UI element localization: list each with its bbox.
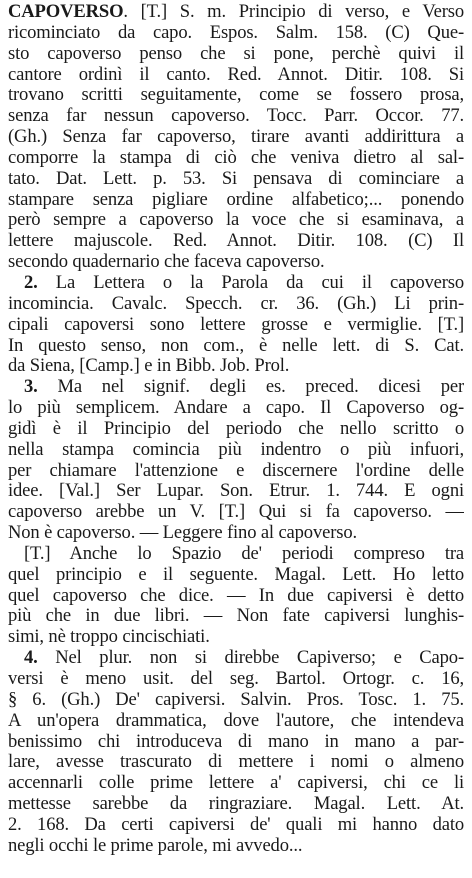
text-line: da Siena, [Camp.] e in Bibb. Job. Prol. <box>8 356 290 377</box>
sense-number: 4. <box>24 648 38 669</box>
text-line: capoverso arebbe un V. [T.] Qui si fa capoverso. — <box>8 502 464 523</box>
headword: CAPOVERSO <box>8 2 124 22</box>
text-line: comporre la stampa di ciò che veniva dietro al sal- <box>8 147 464 168</box>
subsense-line: [T.] Anche lo Spazio de' periodi compreso tra <box>24 543 464 564</box>
text-line: negli occhi le prime parole, mi avvedo... <box>8 835 303 856</box>
text-line: però sempre a capoverso la voce che si esaminava, a <box>8 210 464 231</box>
text-line: accennarli colle prime lettere a' capiversi, chi ce li <box>8 773 464 794</box>
text-line: secondo quadernario che faceva capoverso. <box>8 252 325 273</box>
text-line: (Gh.) Senza far capoverso, tirare avanti addirittura a <box>8 127 464 148</box>
text-line: versi è meno usit. del seg. Bartol. Ortogr. c. 16, <box>8 669 464 689</box>
text-line: In questo senso, non com., è nelle lett. di S. Cat. <box>8 335 464 356</box>
text-line: ricominciato da capo. Espos. Salm. 158. (C) Que- <box>8 22 464 43</box>
sense-3-line: 3. Ma nel signif. degli es. preced. dicesi per <box>24 377 464 398</box>
text-line: Non è capoverso. — Leggere fino al capoverso. <box>8 523 357 544</box>
text-line: senza far nessun capoverso. Tocc. Parr. Occor. 77. <box>8 106 464 127</box>
text-line: lettere majuscole. Red. Annot. Ditir. 108. (C) Il <box>8 231 464 252</box>
text-line: incomincia. Cavalc. Specch. cr. 36. (Gh.) Li prin- <box>8 293 464 314</box>
dictionary-entry-capoverso <box>8 2 464 857</box>
text-line: mettesse sarebbe da ringraziare. Magal. Lett. At. <box>8 794 464 815</box>
text-line: idee. [Val.] Ser Lupar. Son. Etrur. 1. 744. E ogni <box>8 481 464 502</box>
sense-number: 2. <box>24 272 38 293</box>
sense-number: 3. <box>24 377 38 398</box>
text-line: cipali capoversi sono lettere grosse e vermiglie. [T.] <box>8 314 464 335</box>
text-line: più che in due libri. — Non fate capiversi lunghis- <box>8 606 464 627</box>
text-line: gidì è il Principio del periodo che nello scritto o <box>8 418 464 439</box>
text-line: A un'opera drammatica, dove l'autore, che intendeva <box>8 710 464 731</box>
text-line: lo più semplicem. Andare a capo. Il Capoverso og- <box>8 398 464 419</box>
text-line: nella stampa comincia più indentro o più infuori, <box>8 439 464 460</box>
text-line: quel principio e il seguente. Magal. Lett. Ho letto <box>8 564 464 585</box>
text-line: lare, avesse trascurato di mettere i nomi o almeno <box>8 752 464 773</box>
text-line: CAPOVERSO. [T.] S. m. Principio di verso, e Verso <box>8 2 464 22</box>
text-line: 2. 168. Da certi capiversi de' quali mi hanno dato <box>8 814 464 835</box>
text-line: per chiamare l'attenzione e discernere l'ordine delle <box>8 460 464 481</box>
text-line: simi, nè troppo cincischiati. <box>8 627 210 648</box>
sense-2-line: 2. La Lettera o la Parola da cui il capoverso <box>24 272 464 293</box>
text-line: benissimo chi introduceva di mano in mano a par- <box>8 731 464 752</box>
text-line: cantore ordinì il canto. Red. Annot. Ditir. 108. Si <box>8 64 464 85</box>
text-line: trovano scritti seguitamente, come se fossero prosa, <box>8 85 464 106</box>
text-line: sto capoverso penso che si pone, perchè quivi il <box>8 43 464 64</box>
sense-4-line: 4. Nel plur. non si direbbe Capiverso; e Capo- <box>24 648 464 669</box>
text-line: quel capoverso che dice. — In due capiversi è detto <box>8 585 464 606</box>
text-line: stampare senza pigliare ordine alfabetico;... ponendo <box>8 189 464 210</box>
text-line: § 6. (Gh.) De' capiversi. Salvin. Pros. Tosc. 1. 75. <box>8 689 464 710</box>
text-line: tato. Dat. Lett. p. 53. Si pensava di cominciare a <box>8 168 464 189</box>
